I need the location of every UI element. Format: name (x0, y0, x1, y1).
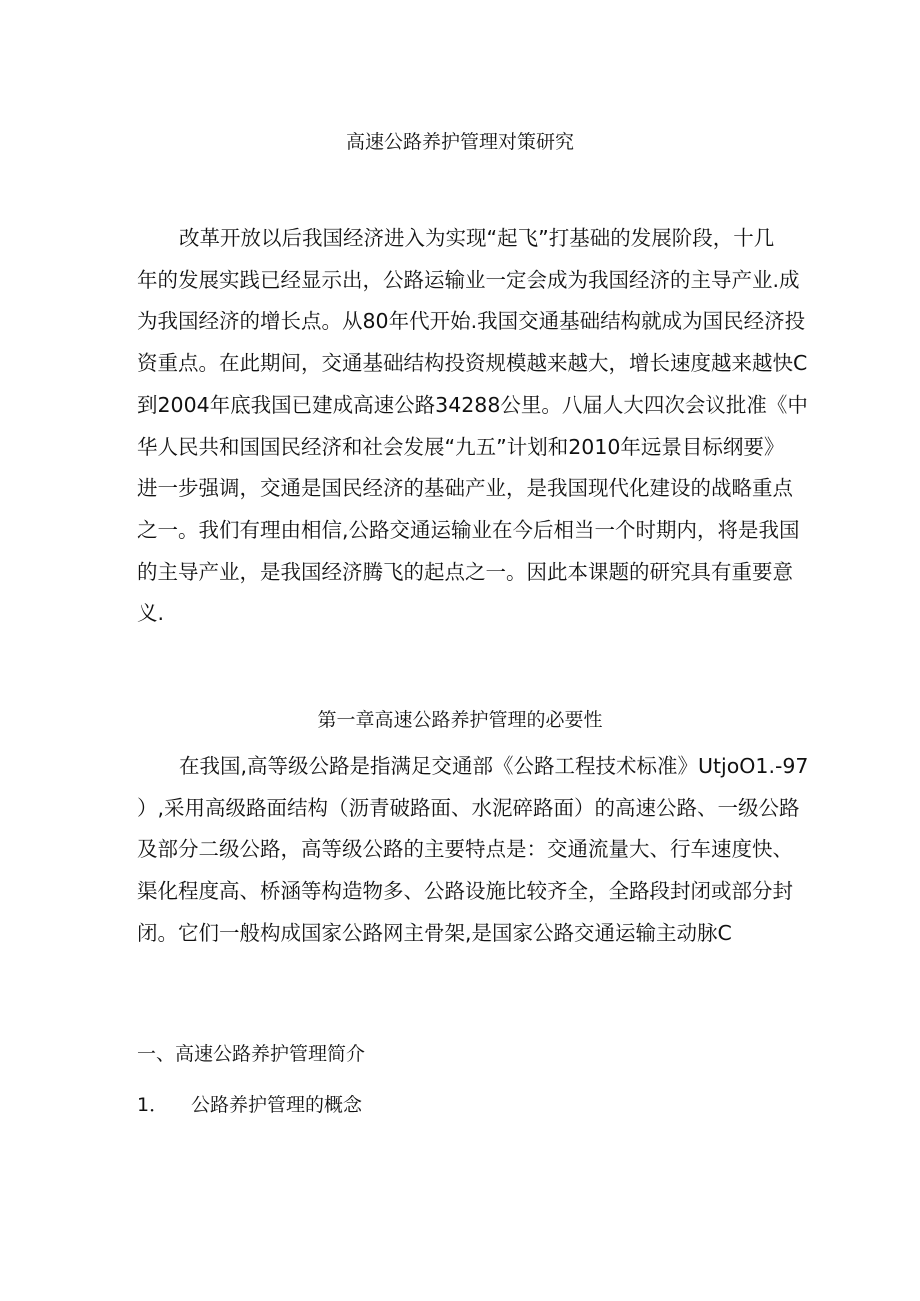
intro-line: 义. (137, 601, 165, 626)
chapter-line: ）,采用高级路面结构（沥青破路面、水泥碎路面）的高速公路、一级公路 (137, 795, 800, 820)
chapter-line: 闭。它们一般构成国家公路网主骨架,是国家公路交通运输主动脉C (137, 920, 732, 945)
intro-line: 之一。我们有理由相信,公路交通运输业在今后相当一个时期内，将是我国 (137, 517, 800, 542)
document-title: 高速公路养护管理对策研究 (345, 131, 574, 153)
subsection-heading (137, 1091, 362, 1119)
intro-paragraph (137, 218, 808, 635)
intro-line: 改革开放以后我国经济进入为实现“起飞”打基础的发展阶段，十几 (179, 226, 775, 250)
intro-line: 进一步强调，交通是国民经济的基础产业，是我国现代化建设的战略重点 (137, 476, 793, 501)
intro-line: 为我国经济的增长点。从80年代开始.我国交通基础结构就成为国民经济投 (137, 309, 806, 334)
intro-line: 到2004年底我国已建成高速公路34288公里。八届人大四次会议批准《中 (137, 392, 808, 417)
intro-line: 年的发展实践已经显示出，公路运输业一定会成为我国经济的主导产业.成 (137, 267, 800, 292)
intro-line: 华人民共和国国民经济和社会发展“九五”计划和2010年远景目标纲要》 (137, 434, 785, 459)
subsection-label: 公路养护管理的概念 (191, 1094, 363, 1116)
chapter-line: 及部分二级公路，高等级公路的主要特点是：交通流量大、行车速度快、 (137, 837, 793, 862)
intro-line: 的主导产业，是我国经济腾飞的起点之一。因此本课题的研究具有重要意 (137, 559, 793, 584)
chapter-heading: 第一章高速公路养护管理的必要性 (317, 709, 603, 731)
subsection-number: 1． (137, 1094, 169, 1116)
section-heading: 一、高速公路养护管理简介 (137, 1043, 366, 1065)
chapter-line: 渠化程度高、桥涵等构造物多、公路设施比较齐全，全路段封闭或部分封 (137, 879, 793, 904)
intro-line: 资重点。在此期间，交通基础结构投资规模越来越大，增长速度越来越快C (137, 351, 808, 376)
chapter-line: 在我国,高等级公路是指满足交通部《公路工程技术标准》UtjoO1.-97 (179, 754, 809, 778)
chapter-paragraph (137, 746, 809, 955)
